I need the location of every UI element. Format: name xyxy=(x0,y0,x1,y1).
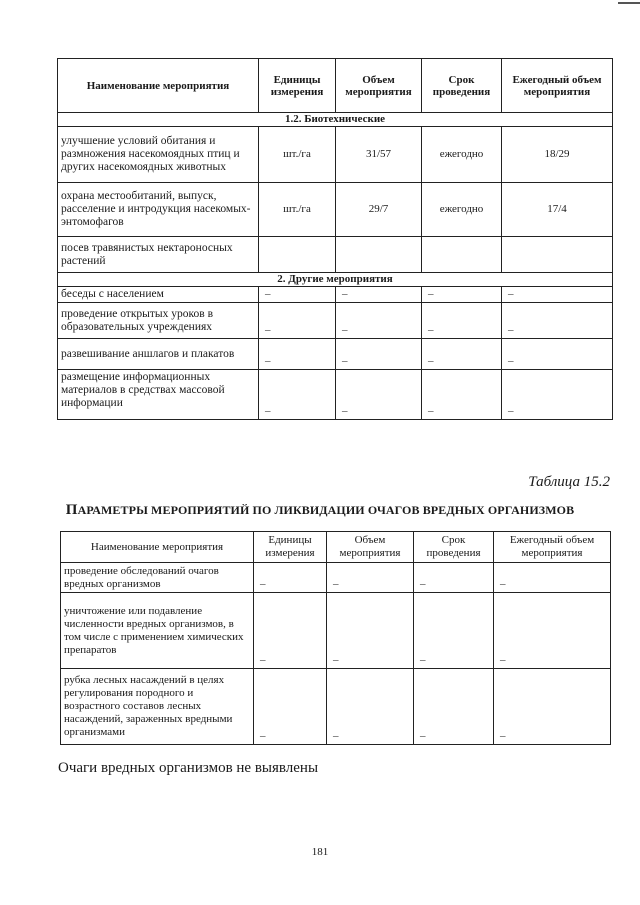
header-volume: Объем мероприятия xyxy=(327,532,414,563)
row-annual: – xyxy=(502,339,613,370)
row-volume: – xyxy=(336,287,422,303)
row-annual: – xyxy=(502,370,613,420)
table-title xyxy=(0,502,640,519)
row-annual: 18/29 xyxy=(502,127,613,183)
row-term: – xyxy=(414,563,494,593)
row-unit: – xyxy=(254,669,327,745)
header-term: Срок проведения xyxy=(414,532,494,563)
row-volume: 31/57 xyxy=(336,127,422,183)
row-annual: 17/4 xyxy=(502,183,613,237)
row-volume: – xyxy=(327,563,414,593)
row-name: размещение информационных материалов в средствах массовой информации xyxy=(58,370,259,420)
row-volume: – xyxy=(336,339,422,370)
pest-measures-table xyxy=(60,531,611,745)
header-term: Срок проведения xyxy=(422,59,502,113)
table-header-row xyxy=(58,59,613,113)
row-term: ежегодно xyxy=(422,127,502,183)
row-volume xyxy=(336,237,422,273)
row-unit: шт./га xyxy=(259,127,336,183)
row-unit: шт./га xyxy=(259,183,336,237)
row-name: развешивание аншлагов и плакатов xyxy=(58,339,259,370)
row-unit: – xyxy=(259,370,336,420)
row-unit: – xyxy=(259,339,336,370)
row-term: – xyxy=(422,370,502,420)
scan-mark xyxy=(618,2,640,4)
measures-table-biotech xyxy=(57,58,613,420)
row-unit: – xyxy=(259,303,336,339)
header-name: Наименование мероприятия xyxy=(58,59,259,113)
row-name: проведение обследований очагов вредных организмов xyxy=(61,563,254,593)
title-rest: АРАМЕТРЫ МЕРОПРИЯТИЙ ПО ЛИКВИДАЦИИ ОЧАГОВ ВРЕДНЫХ ОРГАНИЗМОВ xyxy=(77,503,575,517)
header-annual: Ежегодный объем мероприятия xyxy=(494,532,611,563)
row-name: посев травянистых нектароносных растений xyxy=(58,237,259,273)
row-term: ежегодно xyxy=(422,183,502,237)
table-row xyxy=(58,183,613,237)
header-unit: Единицы измерения xyxy=(254,532,327,563)
table-caption: Таблица 15.2 xyxy=(528,474,610,490)
page-number: 181 xyxy=(311,846,329,858)
row-unit: – xyxy=(254,563,327,593)
header-volume: Объем мероприятия xyxy=(336,59,422,113)
row-annual: – xyxy=(502,287,613,303)
row-annual: – xyxy=(502,303,613,339)
table-row xyxy=(58,303,613,339)
row-annual: – xyxy=(494,593,611,669)
row-annual: – xyxy=(494,563,611,593)
table-row xyxy=(61,669,611,745)
row-term: – xyxy=(422,287,502,303)
title-first-letter: П xyxy=(65,502,78,518)
table-header-row xyxy=(61,532,611,563)
row-term: – xyxy=(422,303,502,339)
table-row xyxy=(58,127,613,183)
header-unit: Единицы измерения xyxy=(259,59,336,113)
table-row xyxy=(58,339,613,370)
row-volume: 29/7 xyxy=(336,183,422,237)
row-term: – xyxy=(414,593,494,669)
row-unit: – xyxy=(254,593,327,669)
header-name: Наименование мероприятия xyxy=(61,532,254,563)
row-term xyxy=(422,237,502,273)
row-term: – xyxy=(414,669,494,745)
row-volume: – xyxy=(327,593,414,669)
row-term: – xyxy=(422,339,502,370)
row-annual: – xyxy=(494,669,611,745)
conclusion-text: Очаги вредных организмов не выявлены xyxy=(58,760,319,776)
header-annual: Ежегодный объем мероприятия xyxy=(502,59,613,113)
table-row xyxy=(58,237,613,273)
table-row xyxy=(58,287,613,303)
table-row xyxy=(58,370,613,420)
row-name: уничтожение или подавление численности вредных организмов, в том числе с применением химических препаратов xyxy=(61,593,254,669)
table-row xyxy=(61,563,611,593)
table-row xyxy=(61,593,611,669)
row-name: проведение открытых уроков в образовательных учреждениях xyxy=(58,303,259,339)
row-unit xyxy=(259,237,336,273)
row-volume: – xyxy=(336,370,422,420)
section-row-other xyxy=(58,273,613,287)
row-volume: – xyxy=(327,669,414,745)
row-name: рубка лесных насаждений в целях регулирования породного и возрастного составов лесных насаждений, зараженных вредными организмами xyxy=(61,669,254,745)
section-row-biotech xyxy=(58,113,613,127)
row-name: охрана местообитаний, выпуск, расселение и интродукция насекомых-энтомофагов xyxy=(58,183,259,237)
row-name: улучшение условий обитания и размножения насекомоядных птиц и других насекомоядных животных xyxy=(58,127,259,183)
row-annual xyxy=(502,237,613,273)
row-unit: – xyxy=(259,287,336,303)
row-name: беседы с населением xyxy=(58,287,259,303)
section-title: 1.2. Биотехнические xyxy=(58,113,613,127)
section-title: 2. Другие мероприятия xyxy=(58,273,613,287)
row-volume: – xyxy=(336,303,422,339)
